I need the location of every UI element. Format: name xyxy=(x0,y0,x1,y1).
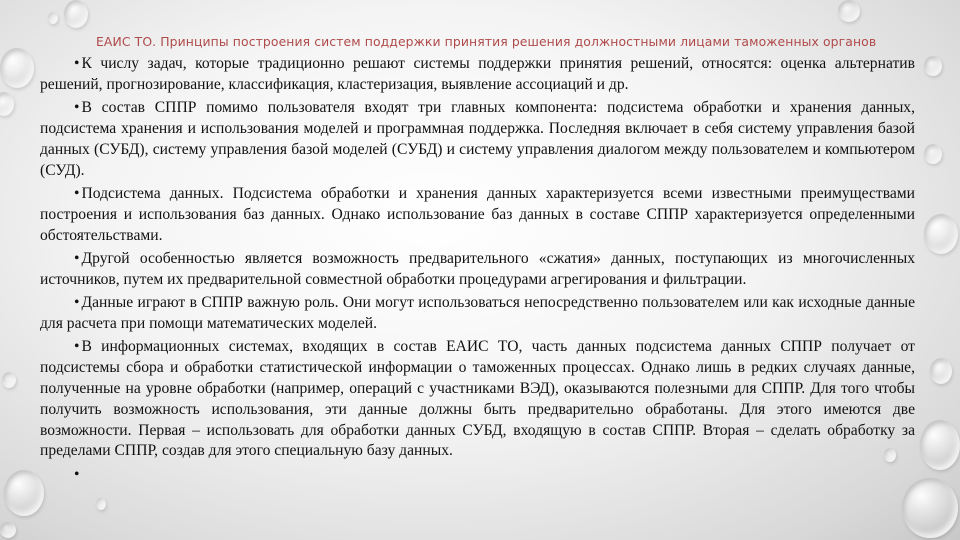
bullet-paragraph xyxy=(40,184,915,246)
bullet-paragraph xyxy=(40,337,915,462)
bullet-paragraph xyxy=(40,98,915,181)
paragraph-text: В информационных системах, входящих в состав ЕАИС ТО, часть данных подсистема данных СППР получает от подсистемы сбора и обработки статистической информации о таможенных процессах. Однако лишь в редких случаях данные, полученные на уровне обработки (например, операций с участниками ВЭД), оказываются полезными для СППР. Для того чтобы получить возможность использования, эти данные должны быть предварительно обработаны. Для этого имеются две возможности. Первая – использовать для обработки данных СУБД, входящую в состав СППР. Вторая – сделать обработку за пределами СППР, создав для этого специальную базу данных. xyxy=(40,338,915,460)
paragraph-text: К числу задач, которые традиционно решают системы поддержки принятия решений, относятся: оценка альтернатив решений, прогнозирование, классификация, кластеризация, выявление ассоциаций и др. xyxy=(40,55,915,93)
bullet-icon: • xyxy=(74,465,80,483)
water-drop-decoration xyxy=(924,214,958,254)
paragraph-text: В состав СППР помимо пользователя входят три главных компонента: подсистема обработки и хранения данных, подсистема хранения и использования моделей и программная поддержка. Последняя включает в себя систему управления базой данных (СУБД), систему управления базой моделей (СУБД) и систему управления диалогом между пользователем и компьютером (СУД). xyxy=(40,99,915,179)
bullet-icon: • xyxy=(74,184,80,202)
bullet-icon: • xyxy=(74,99,80,117)
water-drop-decoration xyxy=(0,92,14,116)
paragraph-text: Данные играют в СППР важную роль. Они могут использоваться непосредственно пользователем или как исходные данные для расчета при помощи математических моделей. xyxy=(40,294,915,332)
slide-content xyxy=(40,54,915,488)
bullet-paragraph xyxy=(40,293,915,335)
bullet-icon: • xyxy=(74,338,80,356)
paragraph-text: Другой особенностью является возможность предварительного «сжатия» данных, поступающих из многочисленных источников, путем их предварительной совместной обработки процедурами агрегирования и фильтрации. xyxy=(40,249,915,288)
water-drop-decoration xyxy=(930,358,952,384)
water-drop-decoration xyxy=(96,498,106,510)
water-drop-decoration xyxy=(920,420,960,470)
water-drop-decoration xyxy=(838,0,860,22)
water-drop-decoration xyxy=(0,48,34,88)
water-drop-decoration xyxy=(2,372,16,388)
bullet-paragraph-empty xyxy=(40,465,915,486)
bullet-icon: • xyxy=(74,294,80,312)
bullet-paragraph xyxy=(40,54,915,96)
paragraph-text: Подсистема данных. Подсистема обработки и хранения данных характеризуется всеми известными преимуществами построения и использования баз данных. Однако использование баз данных в составе СППР характеризуется определенными обстоятельствами. xyxy=(40,184,915,244)
water-drop-decoration xyxy=(924,56,942,76)
water-drop-decoration xyxy=(0,522,16,538)
water-drop-decoration xyxy=(64,0,88,28)
bullet-paragraph xyxy=(40,249,915,291)
water-drop-decoration xyxy=(924,144,942,164)
bullet-icon: • xyxy=(74,249,80,267)
bullet-icon: • xyxy=(74,55,80,72)
water-drop-decoration xyxy=(4,470,44,516)
water-drop-decoration xyxy=(48,12,58,24)
slide-header: ЕАИС ТО. Принципы построения систем поддержки принятия решения должностными лицами таможенных органов xyxy=(96,34,877,49)
